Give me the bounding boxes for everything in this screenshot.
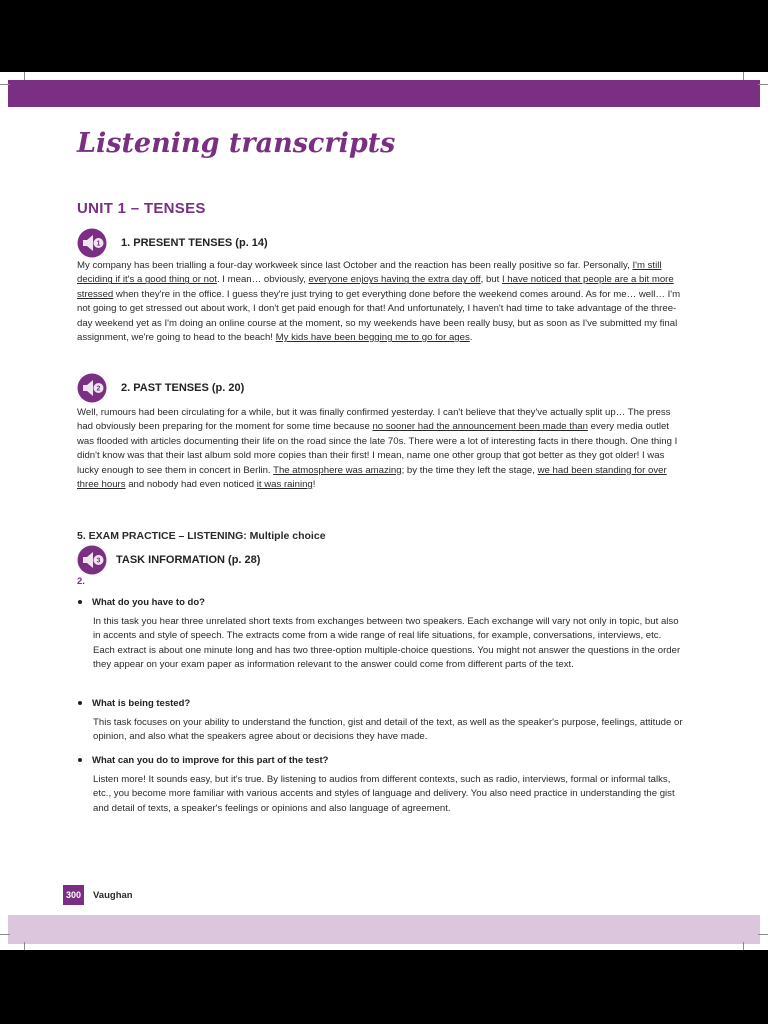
question-block [77,696,683,745]
crop-mark [758,84,768,85]
section-past-tenses [77,373,683,492]
question-text: What do you have to do? [92,596,205,608]
section-title: 2. PAST TENSES (p. 20) [121,382,245,394]
question-text: What can you do to improve for this part of the test? [92,754,329,766]
bullet-icon [78,701,82,705]
track-number: 3 [96,557,101,565]
exam-practice-heading: 5. EXAM PRACTICE – LISTENING: Multiple choice [77,530,326,542]
page-footer [63,885,133,905]
track-number: 2 [96,385,101,393]
answer-text: Listen more! It sounds easy, but it's true. By listening to audios from different contexts, such as radio, interviews, formal or informal talks, etc., you become more familiar with various accents and styles of language and delivery. You also need practice in understanding the gist and detail of texts, a speaker's feelings or opinions and also language of agreement. [93,774,675,814]
transcript-text: Well, rumours had been circulating for a while, but it was finally confirmed yesterday. I can't believe that they've actually split up… The press had obviously been preparing for the moment for some time because no sooner had the announcement been made than every media outlet was flooded with articles documenting their life on the road since the late 70s. There were a lot of interesting facts in there though. One thing I didn't know was that their last album sold more copies than their first! I mean, name one other group that got better as they got older! I was lucky enough to see them in concert in Berlin. The atmosphere was amazing; by the time they left the stage, we had been standing for over three hours and nobody had even noticed it was raining! [77,407,678,491]
footer-band [8,915,760,944]
section-header [77,373,683,403]
crop-mark [24,72,25,80]
underlined-phrase: I have noticed that people are a bit more stressed [77,274,674,300]
underlined-phrase: The atmosphere was amazing [273,464,402,476]
underlined-phrase: My kids have been begging me to go for ages [275,332,470,344]
unit-title: UNIT 1 – TENSES [77,200,206,217]
section-title: 1. PRESENT TENSES (p. 14) [121,237,268,249]
transcript-text: My company has been trialling a four-day workweek since last October and the reaction has been really positive so far. Personally, I'm still deciding if it's a good thing or not. I mean… obviously, everyone enjoys having the extra day off, but I have noticed that people are a bit more stressed when they're in the office. I guess they're just trying to get everything done before the weekend comes around. As for me… well… I'm not going to get stressed out about work, I don't get paid enough for that! And unfortunately, I haven't had time to take advantage of the three-day weekend yet as I'm doing an online course at the moment, so my weekends have been really busy, but as soon as I've submitted my final assignment, we're going to head to the beach! My kids have been begging me to go for ages. [77,260,681,344]
underlined-phrase: no sooner had the announcement been made than [372,421,588,433]
crop-mark [0,934,10,935]
document-page [0,72,768,950]
bullet-icon [78,600,82,604]
section-header [77,228,683,258]
answer-text: In this task you hear three unrelated short texts from exchanges between two speakers. Each exchange will vary not only in topic, but also in accents and style of speech. The extracts come from a wide range of real life situations, for example, conversations, interviews, etc. Each extract is about one minute long and has two three-option multiple-choice questions. You might not answer the questions in the order they appear on your exam paper as information relevant to the answer could come from different parts of the text. [93,616,681,671]
crop-mark [743,72,744,80]
crop-mark [24,942,25,950]
crop-mark [0,84,10,85]
speaker-icon[interactable] [77,545,107,575]
speaker-icon[interactable] [77,228,107,258]
answer-text: This task focuses on your ability to understand the function, gist and detail of the text, as well as the speaker's purpose, feelings, attitude or opinion, and also what the speakers agree about or decisions they have made. [93,717,683,743]
bullet-icon [78,758,82,762]
crop-mark [743,942,744,950]
underlined-phrase: we had been standing for over three hours [77,464,667,491]
track-number: 1 [96,240,101,248]
question-block [77,595,683,673]
task-title: TASK INFORMATION (p. 28) [116,554,261,566]
page-number: 300 [63,885,84,905]
question-text: What is being tested? [92,697,191,709]
underlined-phrase: I'm still deciding if it's a good thing or not [77,260,662,286]
task-information-header [77,545,260,575]
crop-mark [758,934,768,935]
underlined-phrase: everyone enjoys having the extra day off [308,274,481,286]
publisher-name: Vaughan [93,889,133,901]
page-title: Listening transcripts [77,128,396,159]
question-block [77,753,683,816]
section-present-tenses [77,228,683,345]
underlined-phrase: it was raining [256,479,313,491]
item-number: 2. [77,576,85,587]
header-band [8,80,760,107]
speaker-icon[interactable] [77,373,107,403]
